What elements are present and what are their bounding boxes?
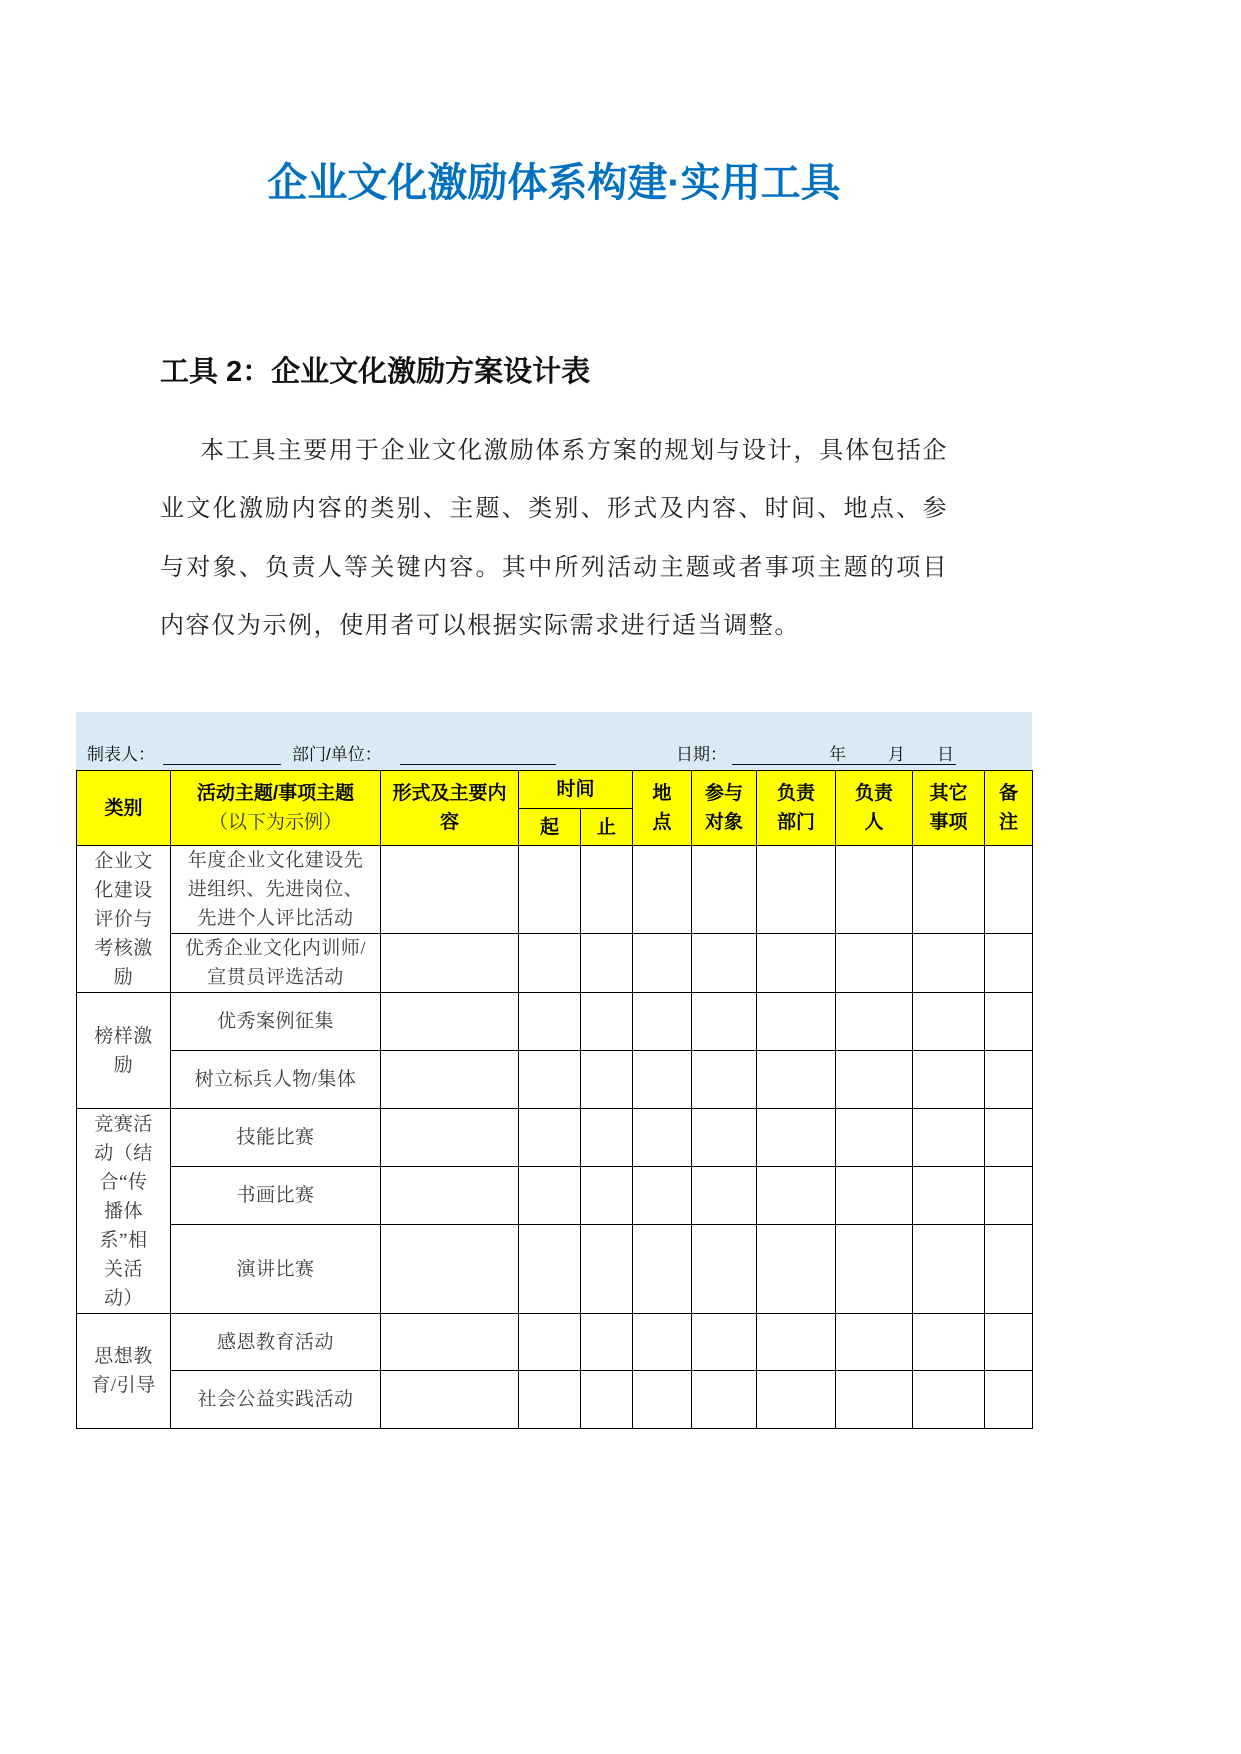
time-start-cell bbox=[519, 1051, 581, 1109]
header-remarks-line: 备 bbox=[999, 783, 1019, 804]
category-line: 播体 bbox=[103, 1200, 143, 1222]
header-remarks-line: 注 bbox=[999, 812, 1019, 833]
subject-line: 优秀企业文化内训师/ bbox=[184, 938, 367, 959]
table-row bbox=[77, 1314, 1033, 1371]
participants-cell bbox=[692, 846, 757, 934]
subject-line: 树立标兵人物/集体 bbox=[194, 1069, 357, 1090]
owner-cell bbox=[836, 846, 913, 934]
form-content-cell bbox=[381, 1225, 519, 1314]
table-row bbox=[77, 993, 1033, 1051]
location-cell bbox=[633, 1314, 692, 1371]
form-content-cell bbox=[381, 993, 519, 1051]
header-time-end-label: 止 bbox=[597, 816, 617, 838]
owner-cell bbox=[836, 934, 913, 993]
header-other-line: 其它 bbox=[929, 783, 968, 804]
header-location-line: 点 bbox=[652, 812, 672, 833]
subject-line: 书画比赛 bbox=[236, 1185, 315, 1206]
header-time-end bbox=[581, 809, 633, 846]
subject-cell bbox=[171, 846, 381, 934]
intro-line: 本工具主要用于企业文化激励体系方案的规划与设计，具体包括企 bbox=[200, 438, 948, 464]
time-start-cell bbox=[519, 993, 581, 1051]
subject-cell bbox=[171, 1051, 381, 1109]
remarks-cell bbox=[985, 1167, 1033, 1225]
preparer-label: 制表人： bbox=[87, 745, 155, 764]
category-line: 励 bbox=[113, 1054, 134, 1076]
other-items-cell bbox=[913, 993, 985, 1051]
department-cell bbox=[757, 846, 836, 934]
subject-line: 演讲比赛 bbox=[236, 1258, 315, 1280]
table-row bbox=[77, 934, 1033, 993]
table-row bbox=[77, 1167, 1033, 1225]
time-start-cell bbox=[519, 1109, 581, 1167]
time-end-cell bbox=[581, 1051, 633, 1109]
subject-line: 优秀案例征集 bbox=[216, 1011, 334, 1032]
table-body bbox=[77, 846, 1033, 1429]
header-other-items bbox=[913, 771, 985, 846]
location-cell bbox=[633, 846, 692, 934]
owner-cell bbox=[836, 1314, 913, 1371]
form-content-cell bbox=[381, 1314, 519, 1371]
table-row bbox=[77, 1109, 1033, 1167]
time-start-cell bbox=[519, 934, 581, 993]
subject-line: 先进个人评比活动 bbox=[197, 908, 354, 929]
department-cell bbox=[757, 934, 836, 993]
department-cell bbox=[757, 1051, 836, 1109]
subject-line: 进组织、先进岗位、 bbox=[187, 879, 364, 900]
other-items-cell bbox=[913, 1167, 985, 1225]
month-label: 月 bbox=[888, 745, 905, 764]
category-line: 动（结 bbox=[94, 1142, 153, 1164]
time-end-cell bbox=[581, 1109, 633, 1167]
header-participants-line: 参与 bbox=[705, 783, 744, 804]
department-cell bbox=[757, 1109, 836, 1167]
subject-cell bbox=[171, 1109, 381, 1167]
department-cell bbox=[757, 1225, 836, 1314]
table-row bbox=[77, 1051, 1033, 1109]
category-line: 榜样激 bbox=[94, 1025, 153, 1047]
time-end-cell bbox=[581, 934, 633, 993]
participants-cell bbox=[692, 1051, 757, 1109]
subject-cell bbox=[171, 1314, 381, 1371]
other-items-cell bbox=[913, 1051, 985, 1109]
header-other-line: 事项 bbox=[929, 812, 968, 833]
date-label: 日期： bbox=[676, 745, 727, 764]
header-department-line: 负责 bbox=[777, 783, 816, 804]
header-participants-line: 对象 bbox=[705, 812, 744, 833]
department-cell bbox=[757, 993, 836, 1051]
subject-line: 年度企业文化建设先 bbox=[187, 850, 364, 871]
header-form-line: 容 bbox=[439, 812, 459, 833]
remarks-cell bbox=[985, 846, 1033, 934]
subject-line: 技能比赛 bbox=[236, 1127, 315, 1148]
remarks-cell bbox=[985, 1051, 1033, 1109]
other-items-cell bbox=[913, 1371, 985, 1429]
category-line: 评价与 bbox=[94, 908, 153, 930]
other-items-cell bbox=[913, 934, 985, 993]
category-line: 系”相 bbox=[99, 1229, 148, 1251]
year-label: 年 bbox=[829, 745, 846, 764]
owner-cell bbox=[836, 1371, 913, 1429]
table-row bbox=[77, 846, 1033, 934]
preparer-blank bbox=[163, 764, 281, 765]
department-cell bbox=[757, 1167, 836, 1225]
form-content-cell bbox=[381, 934, 519, 993]
header-department-line: 部门 bbox=[777, 812, 816, 833]
participants-cell bbox=[692, 1314, 757, 1371]
subject-line: 感恩教育活动 bbox=[216, 1331, 334, 1353]
remarks-cell bbox=[985, 1371, 1033, 1429]
category-cell bbox=[77, 1314, 171, 1429]
owner-cell bbox=[836, 1109, 913, 1167]
header-participants bbox=[692, 771, 757, 846]
remarks-cell bbox=[985, 1225, 1033, 1314]
header-subject-label: 活动主题/事项主题 bbox=[196, 783, 355, 804]
unit-blank bbox=[400, 764, 556, 765]
category-line: 思想教 bbox=[94, 1346, 153, 1367]
header-category bbox=[77, 771, 171, 846]
category-line: 企业文 bbox=[94, 850, 153, 872]
day-label: 日 bbox=[937, 745, 954, 764]
participants-cell bbox=[692, 1225, 757, 1314]
tool-heading: 工具 2：企业文化激励方案设计表 bbox=[160, 356, 591, 388]
form-info-bar bbox=[76, 712, 1032, 770]
header-form-line: 形式及主要内 bbox=[392, 783, 507, 804]
time-end-cell bbox=[581, 1371, 633, 1429]
participants-cell bbox=[692, 993, 757, 1051]
department-cell bbox=[757, 1314, 836, 1371]
owner-cell bbox=[836, 1051, 913, 1109]
time-start-cell bbox=[519, 1314, 581, 1371]
time-start-cell bbox=[519, 846, 581, 934]
header-location-line: 地 bbox=[652, 783, 672, 804]
table-header bbox=[77, 771, 1033, 846]
subject-line: 宣贯员评选活动 bbox=[207, 967, 344, 988]
category-cell bbox=[77, 846, 171, 993]
location-cell bbox=[633, 1051, 692, 1109]
other-items-cell bbox=[913, 846, 985, 934]
other-items-cell bbox=[913, 1109, 985, 1167]
form-content-cell bbox=[381, 1371, 519, 1429]
category-line: 合“传 bbox=[99, 1171, 148, 1193]
owner-cell bbox=[836, 993, 913, 1051]
participants-cell bbox=[692, 1109, 757, 1167]
document-title: 企业文化激励体系构建·实用工具 bbox=[267, 161, 841, 205]
header-subject-note: （以下为示例） bbox=[208, 812, 342, 833]
header-row bbox=[77, 771, 1033, 809]
subject-cell bbox=[171, 934, 381, 993]
subject-line: 社会公益实践活动 bbox=[197, 1389, 354, 1410]
header-subject bbox=[171, 771, 381, 846]
unit-label: 部门/单位： bbox=[292, 745, 382, 764]
subject-cell bbox=[171, 1225, 381, 1314]
table-row bbox=[77, 1225, 1033, 1314]
time-end-cell bbox=[581, 1225, 633, 1314]
time-end-cell bbox=[581, 1314, 633, 1371]
location-cell bbox=[633, 993, 692, 1051]
header-time-start-label: 起 bbox=[539, 816, 559, 838]
intro-line: 与对象、负责人等关键内容。其中所列活动主题或者事项主题的项目 bbox=[160, 554, 948, 581]
location-cell bbox=[633, 1371, 692, 1429]
remarks-cell bbox=[985, 934, 1033, 993]
subject-cell bbox=[171, 1371, 381, 1429]
participants-cell bbox=[692, 934, 757, 993]
subject-cell bbox=[171, 1167, 381, 1225]
form-content-cell bbox=[381, 846, 519, 934]
participants-cell bbox=[692, 1371, 757, 1429]
participants-cell bbox=[692, 1167, 757, 1225]
intro-line: 内容仅为示例，使用者可以根据实际需求进行适当调整。 bbox=[160, 613, 800, 640]
time-end-cell bbox=[581, 993, 633, 1051]
table-row bbox=[77, 1371, 1033, 1429]
form-content-cell bbox=[381, 1167, 519, 1225]
remarks-cell bbox=[985, 1314, 1033, 1371]
owner-cell bbox=[836, 1167, 913, 1225]
time-end-cell bbox=[581, 1167, 633, 1225]
other-items-cell bbox=[913, 1225, 985, 1314]
category-line: 竞赛活 bbox=[94, 1113, 153, 1135]
category-line: 考核激 bbox=[94, 937, 153, 959]
time-start-cell bbox=[519, 1167, 581, 1225]
intro-paragraph bbox=[160, 422, 948, 656]
subject-cell bbox=[171, 993, 381, 1051]
header-owner bbox=[836, 771, 913, 846]
header-owner-line: 人 bbox=[864, 812, 884, 833]
owner-cell bbox=[836, 1225, 913, 1314]
remarks-cell bbox=[985, 1109, 1033, 1167]
other-items-cell bbox=[913, 1314, 985, 1371]
header-time-label: 时间 bbox=[556, 779, 595, 800]
form-content-cell bbox=[381, 1051, 519, 1109]
location-cell bbox=[633, 1225, 692, 1314]
category-line: 育/引导 bbox=[91, 1375, 156, 1396]
category-line: 励 bbox=[113, 966, 134, 988]
header-department bbox=[757, 771, 836, 846]
department-cell bbox=[757, 1371, 836, 1429]
remarks-cell bbox=[985, 993, 1033, 1051]
header-location bbox=[633, 771, 692, 846]
form-content-cell bbox=[381, 1109, 519, 1167]
header-category-label: 类别 bbox=[104, 797, 143, 819]
header-time bbox=[519, 771, 633, 809]
header-owner-line: 负责 bbox=[855, 783, 894, 804]
plan-design-table bbox=[76, 770, 1033, 1429]
header-time-start bbox=[519, 809, 581, 846]
location-cell bbox=[633, 1167, 692, 1225]
intro-line: 业文化激励内容的类别、主题、类别、形式及内容、时间、地点、参 bbox=[160, 496, 948, 523]
location-cell bbox=[633, 1109, 692, 1167]
header-remarks bbox=[985, 771, 1033, 846]
category-line: 动） bbox=[103, 1287, 143, 1309]
time-end-cell bbox=[581, 846, 633, 934]
header-form bbox=[381, 771, 519, 846]
category-line: 关活 bbox=[103, 1258, 143, 1280]
category-cell bbox=[77, 993, 171, 1109]
time-start-cell bbox=[519, 1371, 581, 1429]
location-cell bbox=[633, 934, 692, 993]
category-cell bbox=[77, 1109, 171, 1314]
time-start-cell bbox=[519, 1225, 581, 1314]
category-line: 化建设 bbox=[94, 879, 153, 901]
